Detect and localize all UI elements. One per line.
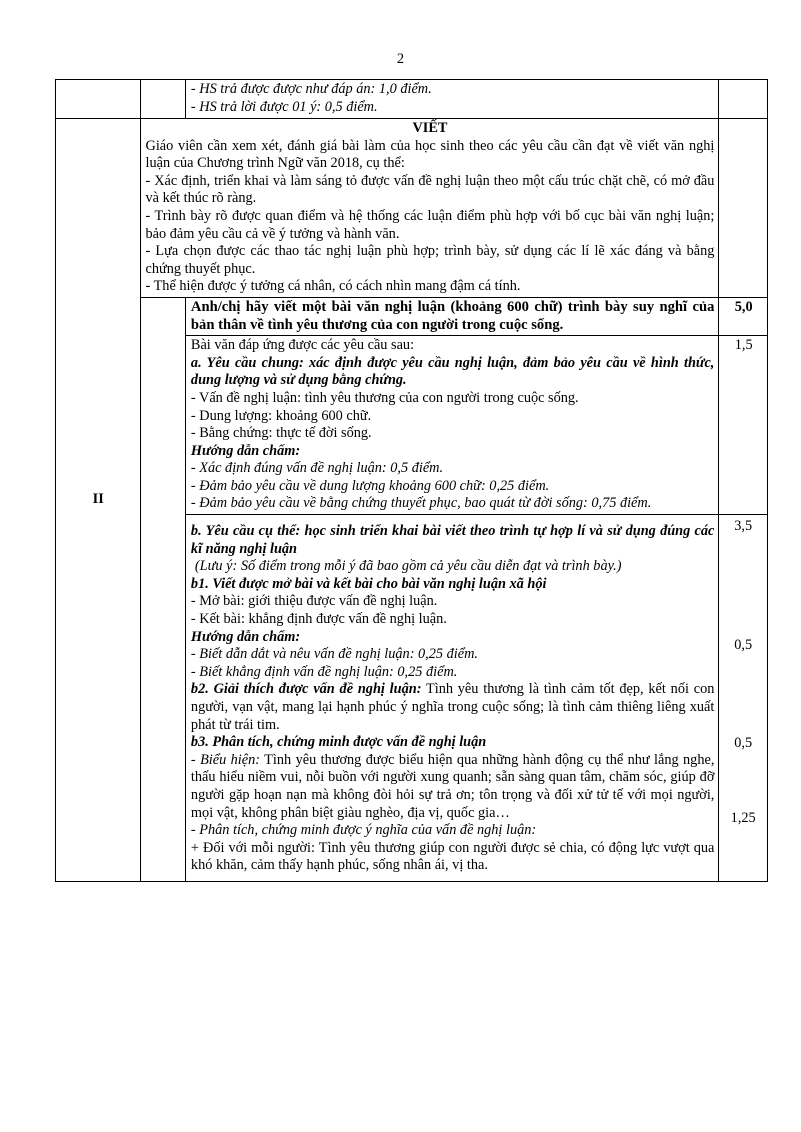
- criteria-item: - Lựa chọn được các thao tác nghị luận phù hợp; trình bày, sử dụng các lí lẽ xác đáng và bằng chứng thuyết phục.: [145, 243, 715, 277]
- part-b-score-cell: [719, 515, 768, 882]
- table-row: [56, 297, 768, 335]
- b3-expression: [191, 752, 714, 822]
- guide-item: - Biết dẫn dắt và nêu vấn đề nghị luận: 0,25 điểm.: [190, 646, 478, 663]
- guide-item: - Xác định đúng vấn đề nghị luận: 0,5 điểm.: [190, 460, 444, 477]
- guide-item: - Đảm bảo yêu cầu về dung lượng khoảng 600 chữ: 0,25 điểm.: [190, 477, 550, 494]
- b2-score: 0,5: [734, 735, 753, 752]
- writing-intro-cell: [140, 119, 719, 298]
- page-number: 2: [396, 51, 405, 67]
- b3-expression-label: - Biểu hiện:: [190, 751, 261, 768]
- writing-question: Anh/chị hãy viết một bài văn nghị luận (khoảng 600 chữ) trình bày suy nghĩ của bản thân về tình yêu thương của con người trong cuộc sống.: [185, 297, 718, 335]
- b1-item: - Mở bài: giới thiệu được vấn đề nghị luận.: [190, 593, 438, 610]
- part-a-item: - Dung lượng: khoảng 600 chữ.: [190, 407, 372, 424]
- b3-meaning: - Phân tích, chứng minh được ý nghĩa của vấn đề nghị luận:: [190, 822, 537, 839]
- part-a-item: - Vấn đề nghị luận: tình yêu thương của con người trong cuộc sống.: [190, 389, 579, 406]
- question-number-cell: [140, 297, 185, 881]
- table-row: [56, 80, 768, 119]
- intro-text: Giáo viên cần xem xét, đánh giá bài làm của học sinh theo các yêu cầu cần đạt về viết văn nghị luận của Chương trình Ngữ văn 2018, cụ thể:: [145, 137, 715, 172]
- answer-cell: [185, 80, 718, 119]
- question-score: 5,0: [719, 297, 768, 335]
- criteria-item: - Thể hiện được ý tưởng cá nhân, có cách nhìn mang đậm cá tính.: [145, 278, 521, 295]
- guide-title: Hướng dẫn chấm:: [190, 628, 301, 645]
- part-b-cell: [185, 515, 718, 882]
- question-cell: [140, 80, 185, 119]
- part-a-score: 1,5: [719, 336, 768, 515]
- guide-item: - Đảm bảo yêu cầu về bằng chứng thuyết phục, bao quát từ đời sống: 0,75 điểm.: [190, 495, 652, 512]
- section-heading: VIẾT: [412, 120, 448, 136]
- section-cell: [56, 80, 141, 119]
- b2-text: Tình yêu thương là tình cảm tốt đẹp, kết nối con người, vạn vật, mang lại hạnh phúc ý nghĩa trong cuộc sống; là tình cảm thiêng liêng xuất phát từ trái tim.: [190, 681, 715, 733]
- b3-score: 1,25: [730, 810, 756, 827]
- grading-note: - HS trả được được như đáp án: 1,0 điểm.: [190, 81, 432, 97]
- part-b-title: b. Yêu cầu cụ thể: học sinh triển khai bài viết theo trình tự hợp lí và sử dụng đúng các kĩ năng nghị luận: [190, 523, 715, 557]
- part-b-note: (Lưu ý: Số điểm trong mỗi ý đã bao gồm cả yêu cầu diễn đạt và trình bày.): [194, 558, 622, 575]
- section-label: II: [56, 119, 141, 882]
- guide-title: Hướng dẫn chấm:: [190, 442, 301, 459]
- b2-title: b2. Giải thích được vấn đề nghị luận:: [190, 681, 422, 698]
- grading-table: [55, 79, 768, 882]
- b3-expression-text: Tình yêu thương được biểu hiện qua những hành động cụ thể như lắng nghe, thấu hiểu niềm vui, nỗi buồn với người xung quanh; sẵn sàng quan tâm, chăm sóc, giúp đỡ người gặp hoạn nạn mà không đòi hỏi sự trả ơn; tôn trọng và đối xử tử tế với mọi người, mọi vật, không phân biệt giàu nghèo, địa vị, quốc gia…: [190, 751, 715, 821]
- guide-item: - Biết khẳng định vấn đề nghị luận: 0,25 điểm.: [190, 663, 458, 680]
- b1-item: - Kết bài: khẳng định được vấn đề nghị luận.: [190, 611, 447, 628]
- score-cell: [719, 119, 768, 298]
- part-a-title: a. Yêu cầu chung: xác định được yêu cầu nghị luận, đảm bảo yêu cầu về hình thức, dung lượng và sử dụng bằng chứng.: [190, 354, 715, 389]
- b2-paragraph: [191, 681, 714, 734]
- grading-note: - HS trả lời được 01 ý: 0,5 điểm.: [190, 98, 378, 115]
- b1-title: b1. Viết được mở bài và kết bài cho bài văn nghị luận xã hội: [190, 575, 547, 592]
- b3-person: + Đối với mỗi người: Tình yêu thương giúp con người được sẻ chia, có động lực vượt qua khó khăn, cảm thấy hạnh phúc, sống nhân ái, vị tha.: [190, 839, 715, 874]
- score-cell: [719, 80, 768, 119]
- table-row: [56, 119, 768, 298]
- part-b-score: 3,5: [734, 518, 753, 535]
- b3-title: b3. Phân tích, chứng minh được vấn đề nghị luận: [190, 734, 487, 751]
- part-a-intro: Bài văn đáp ứng được các yêu cầu sau:: [190, 337, 415, 354]
- b1-score: 0,5: [734, 637, 753, 654]
- criteria-item: - Trình bày rõ được quan điểm và hệ thống các luận điểm phù hợp với bố cục bài văn nghị luận; bảo đảm yêu cầu cả về ý tưởng và hành văn.: [145, 207, 715, 242]
- part-a-cell: [185, 336, 718, 515]
- criteria-item: - Xác định, triển khai và làm sáng tỏ được vấn đề nghị luận theo một cấu trúc chặt chẽ, có mở đầu và kết thúc rõ ràng.: [145, 172, 715, 207]
- part-a-item: - Bằng chứng: thực tế đời sống.: [190, 425, 372, 442]
